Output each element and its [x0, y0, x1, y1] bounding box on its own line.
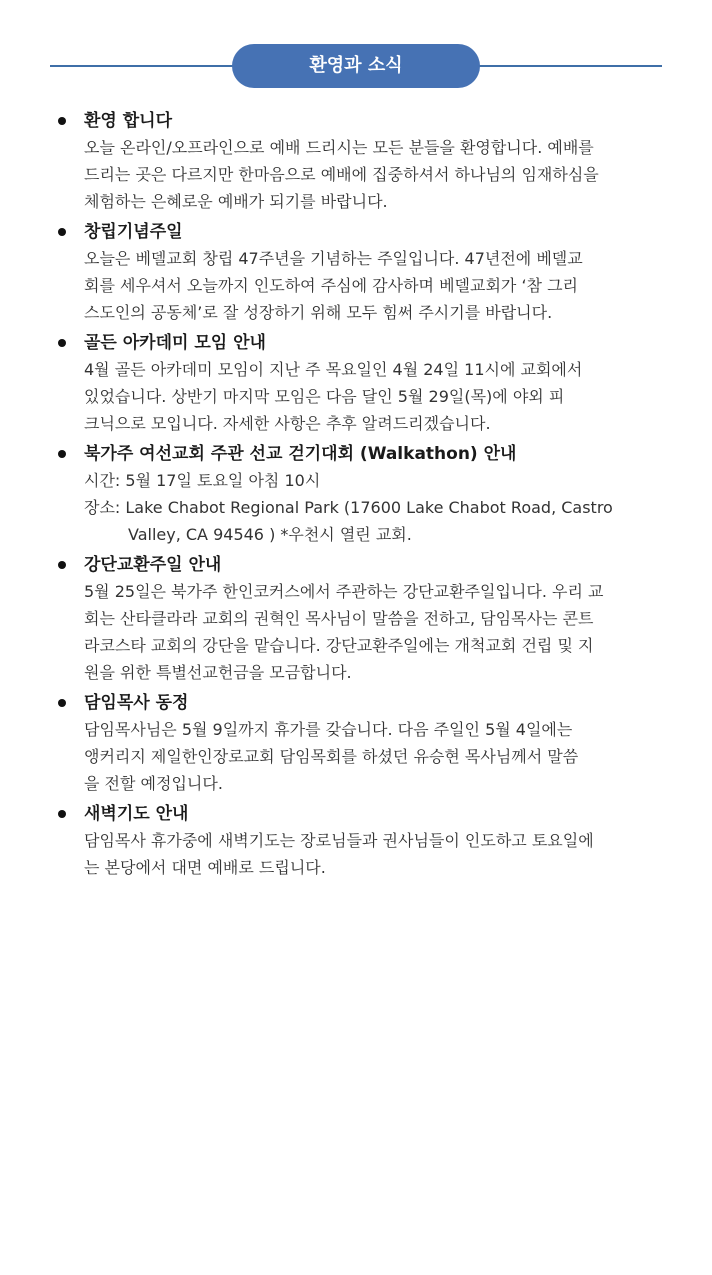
header-title: 환영과 소식 [232, 44, 480, 88]
body-line: 앵커리지 제일한인장로교회 담임목회를 하셨던 유승현 목사님께서 말씀 [84, 747, 579, 766]
news-item-pulpit-exchange [56, 552, 660, 686]
news-item-pastor-news [56, 690, 660, 797]
news-item-dawn-prayer [56, 801, 660, 881]
body-line: 4월 골든 아카데미 모임이 지난 주 목요일인 4월 24일 11시에 교회에서 [84, 360, 583, 379]
news-item-title: 강단교환주일 안내 [84, 555, 222, 575]
bullet-icon [58, 561, 66, 569]
news-item-body [56, 467, 660, 548]
news-item-golden-academy [56, 330, 660, 437]
bullet-icon [58, 117, 66, 125]
body-line: 체험하는 은혜로운 예배가 되기를 바랍니다. [84, 192, 388, 211]
walkathon-place: 장소: Lake Chabot Regional Park (17600 Lake Chabot Road, Castro [84, 498, 613, 517]
body-line: 담임목사님은 5월 9일까지 휴가를 갖습니다. 다음 주일인 5월 4일에는 [84, 720, 573, 739]
body-line: 원을 위한 특별선교헌금을 모금합니다. [84, 663, 352, 682]
news-item-title: 골든 아카데미 모임 안내 [84, 333, 266, 353]
body-line: 크닉으로 모입니다. 자세한 사항은 추후 알려드리겠습니다. [84, 414, 491, 433]
body-line: 오늘은 베델교회 창립 47주년을 기념하는 주일입니다. 47년전에 베델교 [84, 249, 583, 268]
bullet-icon [58, 810, 66, 818]
body-line: 을 전할 예정입니다. [84, 774, 223, 793]
body-line: 스도인의 공동체’로 잘 성장하기 위해 모두 힘써 주시기를 바랍니다. [84, 303, 553, 322]
walkathon-place-cont: Valley, CA 94546 ) *우천시 열린 교회. [128, 525, 412, 544]
bullet-icon [58, 699, 66, 707]
section-header [50, 44, 662, 88]
news-item-title: 창립기념주일 [84, 222, 183, 242]
body-line: 담임목사 휴가중에 새벽기도는 장로님들과 권사님들이 인도하고 토요일에 [84, 831, 594, 850]
bullet-icon [58, 228, 66, 236]
news-item-title: 담임목사 동정 [84, 693, 189, 713]
news-item-walkathon [56, 441, 660, 548]
news-item-welcome [56, 108, 660, 215]
news-item-body [56, 356, 660, 437]
news-item-body [56, 134, 660, 215]
bullet-icon [58, 450, 66, 458]
body-line: 오늘 온라인/오프라인으로 예배 드리시는 모든 분들을 환영합니다. 예배를 [84, 138, 594, 157]
news-item-body [56, 245, 660, 326]
news-item-title: 새벽기도 안내 [84, 804, 189, 824]
body-line: 회를 세우셔서 오늘까지 인도하여 주심에 감사하며 베델교회가 ‘참 그리 [84, 276, 578, 295]
news-item-body [56, 578, 660, 686]
news-item-title: 북가주 여선교회 주관 선교 걷기대회 (Walkathon) 안내 [84, 444, 517, 464]
news-item-body [56, 716, 660, 797]
body-line: 있었습니다. 상반기 마지막 모임은 다음 달인 5월 29일(목)에 야외 피 [84, 387, 565, 406]
news-item-anniversary [56, 219, 660, 326]
news-list [56, 108, 660, 885]
body-line: 회는 산타클라라 교회의 권혁인 목사님이 말씀을 전하고, 담임목사는 콘트 [84, 609, 594, 628]
walkathon-time: 시간: 5월 17일 토요일 아침 10시 [84, 471, 321, 490]
body-line: 는 본당에서 대면 예배로 드립니다. [84, 858, 326, 877]
news-item-body [56, 827, 660, 881]
bullet-icon [58, 339, 66, 347]
body-line: 라코스타 교회의 강단을 맡습니다. 강단교환주일에는 개척교회 건립 및 지 [84, 636, 594, 655]
body-line: 드리는 곳은 다르지만 한마음으로 예배에 집중하셔서 하나님의 임재하심을 [84, 165, 599, 184]
news-item-title: 환영 합니다 [84, 111, 173, 131]
body-line: 5월 25일은 북가주 한인코커스에서 주관하는 강단교환주일입니다. 우리 교 [84, 582, 604, 601]
